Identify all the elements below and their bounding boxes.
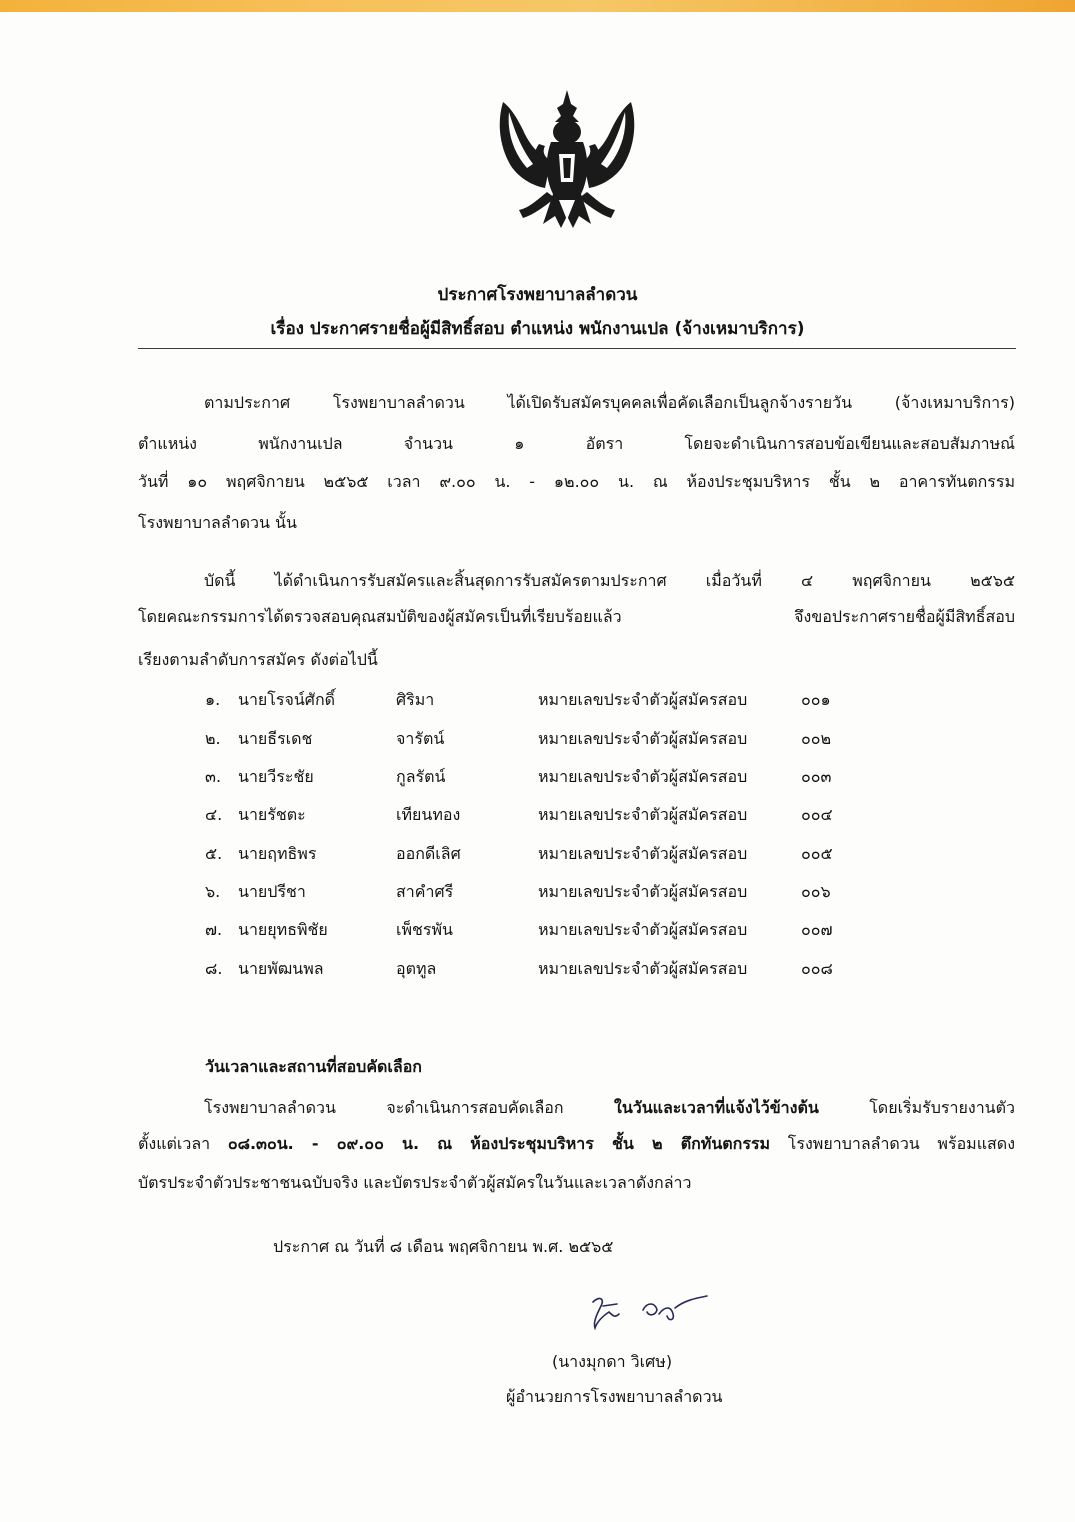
candidate-first-name: นายฤทธิพร — [238, 844, 317, 863]
list-item — [0, 918, 1075, 942]
intro-line-2: ตำแหน่ง พนักงานเปล จำนวน ๑ อัตรา โดยจะดำเนินการสอบข้อเขียนและสอบสัมภาษณ์ — [138, 434, 1015, 453]
list-item — [0, 688, 1075, 712]
candidate-id-code: ๐๐๕ — [801, 844, 833, 863]
candidate-number: ๓. — [205, 767, 222, 786]
divider-line — [138, 348, 1016, 349]
candidate-id-label: หมายเลขประจำตัวผู้สมัครสอบ — [538, 844, 748, 863]
list-item — [0, 803, 1075, 827]
exam-emphasis: ในวันและเวลาที่แจ้งไว้ข้างต้น — [614, 1098, 819, 1117]
candidate-first-name: นายวีระชัย — [238, 767, 314, 786]
exam-text: ตั้งแต่เวลา — [138, 1134, 228, 1153]
candidate-first-name: นายพัฒนพล — [238, 959, 324, 978]
status-line-3: เรียงตามลำดับการสมัคร ดังต่อไปนี้ — [138, 650, 378, 669]
candidate-id-label: หมายเลขประจำตัวผู้สมัครสอบ — [538, 805, 748, 824]
candidate-id-label: หมายเลขประจำตัวผู้สมัครสอบ — [538, 729, 748, 748]
candidate-id-code: ๐๐๔ — [801, 805, 833, 824]
signatory-name: (นางมุกดา วิเศษ) — [552, 1352, 673, 1371]
intro-line-3: วันที่ ๑๐ พฤศจิกายน ๒๕๖๕ เวลา ๙.๐๐ น. - ๑๒.๐๐ น. ณ ห้องประชุมบริหาร ชั้น ๒ อาคารทันตกรรม — [138, 472, 1015, 491]
signatory-position: ผู้อำนวยการโรงพยาบาลลำดวน — [506, 1387, 723, 1406]
candidate-last-name: อุตทูล — [396, 959, 437, 978]
status-line-1: บัดนี้ ได้ดำเนินการรับสมัครและสิ้นสุดการรับสมัครตามประกาศ เมื่อวันที่ ๔ พฤศจิกายน ๒๕๖๕ — [204, 571, 1016, 590]
announce-date: ประกาศ ณ วันที่ ๘ เดือน พฤศจิกายน พ.ศ. ๒๕๖๕ — [273, 1237, 614, 1256]
candidate-number: ๖. — [205, 882, 221, 901]
candidate-number: ๑. — [205, 690, 221, 709]
candidate-last-name: เพ็ชรพัน — [396, 920, 453, 939]
candidate-first-name: นายธีรเดช — [238, 729, 313, 748]
candidate-first-name: นายรัชตะ — [238, 805, 306, 824]
list-item — [0, 727, 1075, 751]
exam-line-1 — [138, 1097, 1015, 1119]
garuda-emblem-icon — [493, 82, 641, 232]
list-item — [0, 880, 1075, 904]
candidate-last-name: ศิริมา — [396, 690, 435, 709]
list-item — [0, 842, 1075, 866]
exam-line-2 — [138, 1133, 1015, 1155]
exam-text: โรงพยาบาลลำดวน พร้อมแสดง — [770, 1134, 1016, 1153]
exam-heading: วันเวลาและสถานที่สอบคัดเลือก — [205, 1057, 422, 1076]
candidate-first-name: นายโรจน์ศักดิ์ — [238, 690, 336, 709]
announcement-subject: เรื่อง ประกาศรายชื่อผู้มีสิทธิ์สอบ ตำแหน่ง พนักงานเปล (จ้างเหมาบริการ) — [270, 319, 805, 339]
candidate-last-name: ออกดีเลิศ — [396, 844, 461, 863]
candidate-id-code: ๐๐๗ — [801, 920, 833, 939]
candidate-id-label: หมายเลขประจำตัวผู้สมัครสอบ — [538, 882, 748, 901]
exam-text: โรงพยาบาลลำดวน จะดำเนินการสอบคัดเลือก — [204, 1098, 614, 1117]
candidate-last-name: เทียนทอง — [396, 805, 461, 824]
candidate-id-label: หมายเลขประจำตัวผู้สมัครสอบ — [538, 767, 748, 786]
candidate-id-label: หมายเลขประจำตัวผู้สมัครสอบ — [538, 690, 748, 709]
candidate-last-name: กูลรัตน์ — [396, 767, 446, 786]
candidate-number: ๗. — [205, 920, 223, 939]
announcement-title: ประกาศโรงพยาบาลลำดวน — [437, 285, 638, 305]
candidate-number: ๘. — [205, 959, 223, 978]
candidate-number: ๔. — [205, 805, 223, 824]
signature-icon — [585, 1292, 715, 1334]
candidate-id-label: หมายเลขประจำตัวผู้สมัครสอบ — [538, 920, 748, 939]
list-item — [0, 765, 1075, 789]
candidate-last-name: จารัตน์ — [396, 729, 445, 748]
exam-emphasis: ๐๘.๓๐น. - ๐๙.๐๐ น. ณ ห้องประชุมบริหาร ชั้น ๒ ตึกทันตกรรม — [227, 1134, 771, 1153]
candidate-first-name: นายยุทธพิชัย — [238, 920, 328, 939]
candidate-id-code: ๐๐๒ — [801, 729, 832, 748]
candidate-id-code: ๐๐๑ — [801, 690, 831, 709]
candidate-last-name: สาคำศรี — [396, 882, 454, 901]
list-item — [0, 957, 1075, 981]
status-line-2: โดยคณะกรรมการได้ตรวจสอบคุณสมบัติของผู้สมัครเป็นที่เรียบร้อยแล้ว จึงขอประกาศรายชื่อผู้มีสิทธิ์สอบ — [138, 607, 1015, 626]
candidate-first-name: นายปรีชา — [238, 882, 306, 901]
candidate-id-code: ๐๐๓ — [801, 767, 832, 786]
exam-line-3: บัตรประจำตัวประชาชนฉบับจริง และบัตรประจำตัวผู้สมัครในวันและเวลาดังกล่าว — [138, 1173, 692, 1192]
candidate-number: ๕. — [205, 844, 223, 863]
candidate-number: ๒. — [205, 729, 221, 748]
candidate-id-code: ๐๐๖ — [801, 882, 831, 901]
exam-text: โดยเริ่มรับรายงานตัว — [818, 1098, 1015, 1117]
intro-line-4: โรงพยาบาลลำดวน นั้น — [138, 513, 297, 532]
candidate-id-label: หมายเลขประจำตัวผู้สมัครสอบ — [538, 959, 748, 978]
candidate-id-code: ๐๐๘ — [801, 959, 833, 978]
intro-line-1: ตามประกาศ โรงพยาบาลลำดวน ได้เปิดรับสมัครบุคคลเพื่อคัดเลือกเป็นลูกจ้างรายวัน (จ้างเหมาบริการ) — [204, 393, 1015, 412]
